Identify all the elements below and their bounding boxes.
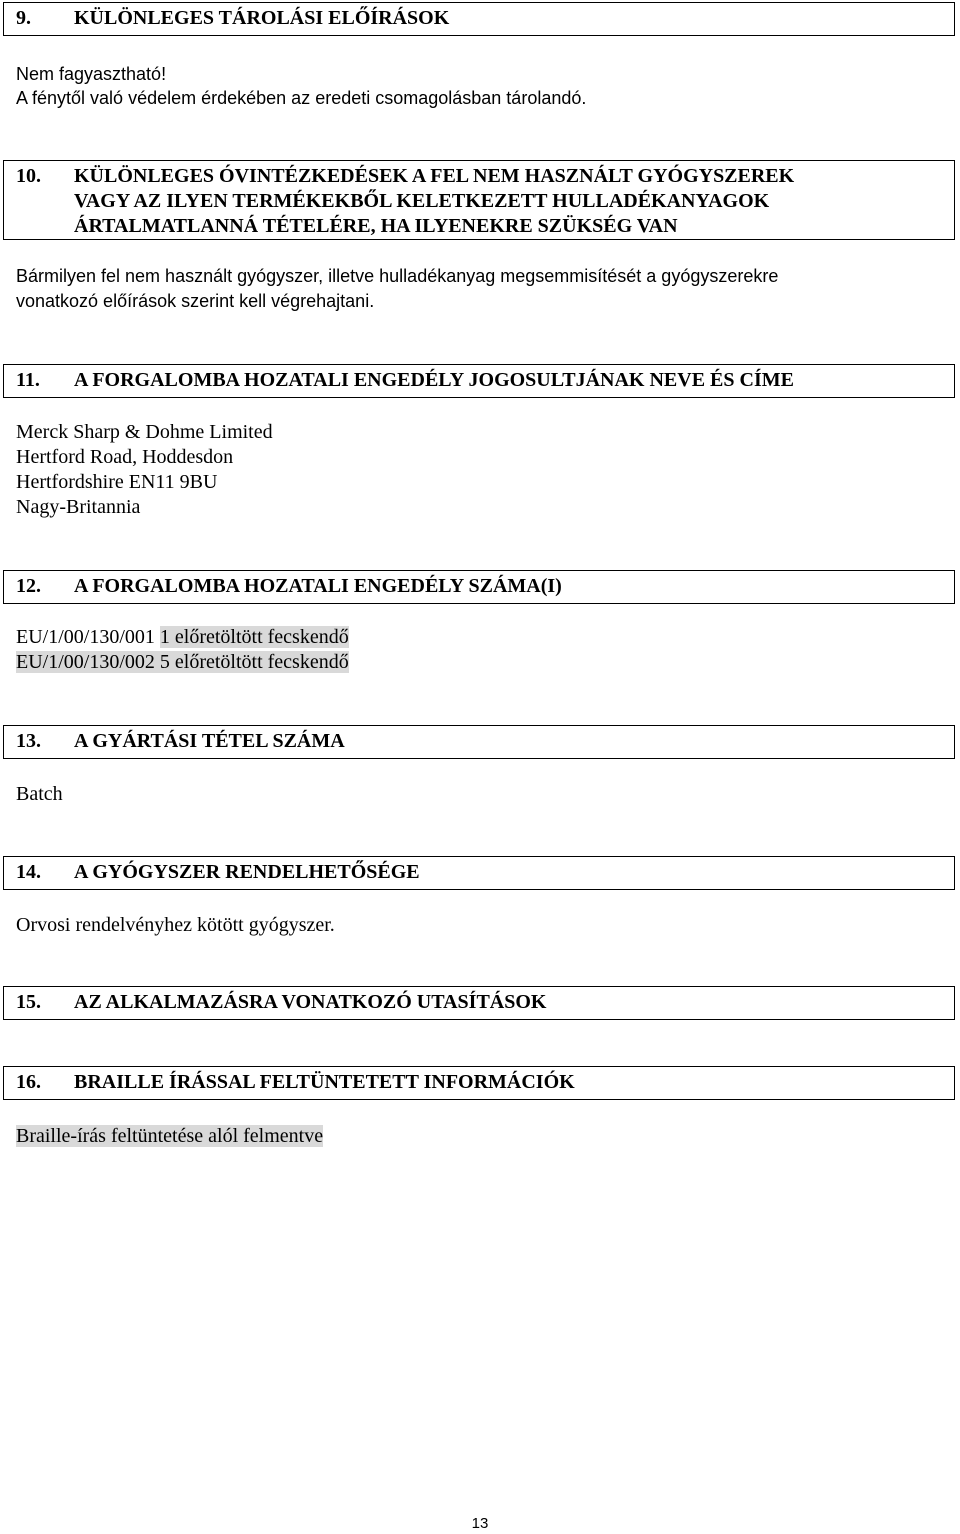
section-title: AZ ALKALMAZÁSRA VONATKOZÓ UTASÍTÁSOK	[74, 991, 547, 1013]
section-14-heading	[3, 856, 955, 890]
holder-name: Merck Sharp & Dohme Limited	[16, 421, 273, 443]
authorisation-row-2-text: EU/1/00/130/002 5 előretöltött fecskendő	[16, 651, 349, 673]
holder-country: Nagy-Britannia	[16, 496, 141, 518]
section-9-heading	[3, 2, 955, 36]
disposal-line-2: vonatkozó előírások szerint kell végrehajtani.	[16, 291, 375, 311]
section-title: A FORGALOMBA HOZATALI ENGEDÉLY JOGOSULTJÁNAK NEVE ÉS CÍME	[74, 369, 794, 391]
braille-note-text: Braille-írás feltüntetése alól felmentve	[16, 1125, 324, 1147]
braille-note	[16, 1124, 323, 1149]
section-number: 16.	[16, 1071, 41, 1093]
section-title-line-2: VAGY AZ ILYEN TERMÉKEKBŐL KELETKEZETT HULLADÉKANYAGOK	[74, 190, 770, 212]
section-title: A FORGALOMBA HOZATALI ENGEDÉLY SZÁMA(I)	[74, 575, 562, 597]
authorisation-description: 1 előretöltött fecskendő	[159, 626, 349, 648]
holder-address-line-2: Hertfordshire EN11 9BU	[16, 471, 218, 493]
section-number: 10.	[16, 165, 41, 187]
section-title-line-1: KÜLÖNLEGES ÓVINTÉZKEDÉSEK A FEL NEM HASZNÁLT GYÓGYSZEREK	[74, 165, 795, 187]
section-10-heading	[3, 160, 955, 240]
section-number: 9.	[16, 7, 31, 29]
section-number: 13.	[16, 730, 41, 752]
storage-line-2: A fénytől való védelem érdekében az eredeti csomagolásban tárolandó.	[16, 88, 587, 108]
section-15-heading	[3, 986, 955, 1020]
authorisation-row-1	[16, 625, 349, 650]
section-number: 14.	[16, 861, 41, 883]
authorisation-code: EU/1/00/130/001	[16, 626, 155, 648]
section-number: 12.	[16, 575, 41, 597]
section-13-heading	[3, 725, 955, 759]
section-title: BRAILLE ÍRÁSSAL FELTÜNTETETT INFORMÁCIÓK	[74, 1071, 575, 1093]
section-number: 15.	[16, 991, 41, 1013]
holder-address-line-1: Hertford Road, Hoddesdon	[16, 446, 234, 468]
prescription-status: Orvosi rendelvényhez kötött gyógyszer.	[16, 914, 335, 936]
section-title: KÜLÖNLEGES TÁROLÁSI ELŐÍRÁSOK	[74, 7, 450, 29]
page-number: 13	[471, 1515, 489, 1532]
authorisation-row-2	[16, 650, 349, 675]
section-11-heading	[3, 364, 955, 398]
section-16-heading	[3, 1066, 955, 1100]
section-title-line-3: ÁRTALMATLANNÁ TÉTELÉRE, HA ILYENEKRE SZÜKSÉG VAN	[74, 215, 678, 237]
section-title: A GYÁRTÁSI TÉTEL SZÁMA	[74, 730, 345, 752]
section-12-heading	[3, 570, 955, 604]
batch-label: Batch	[16, 783, 63, 805]
section-number: 11.	[16, 369, 40, 391]
section-title: A GYÓGYSZER RENDELHETŐSÉGE	[74, 861, 420, 883]
disposal-line-1: Bármilyen fel nem használt gyógyszer, illetve hulladékanyag megsemmisítését a gyógyszerekre	[16, 266, 779, 286]
storage-line-1: Nem fagyasztható!	[16, 64, 167, 84]
